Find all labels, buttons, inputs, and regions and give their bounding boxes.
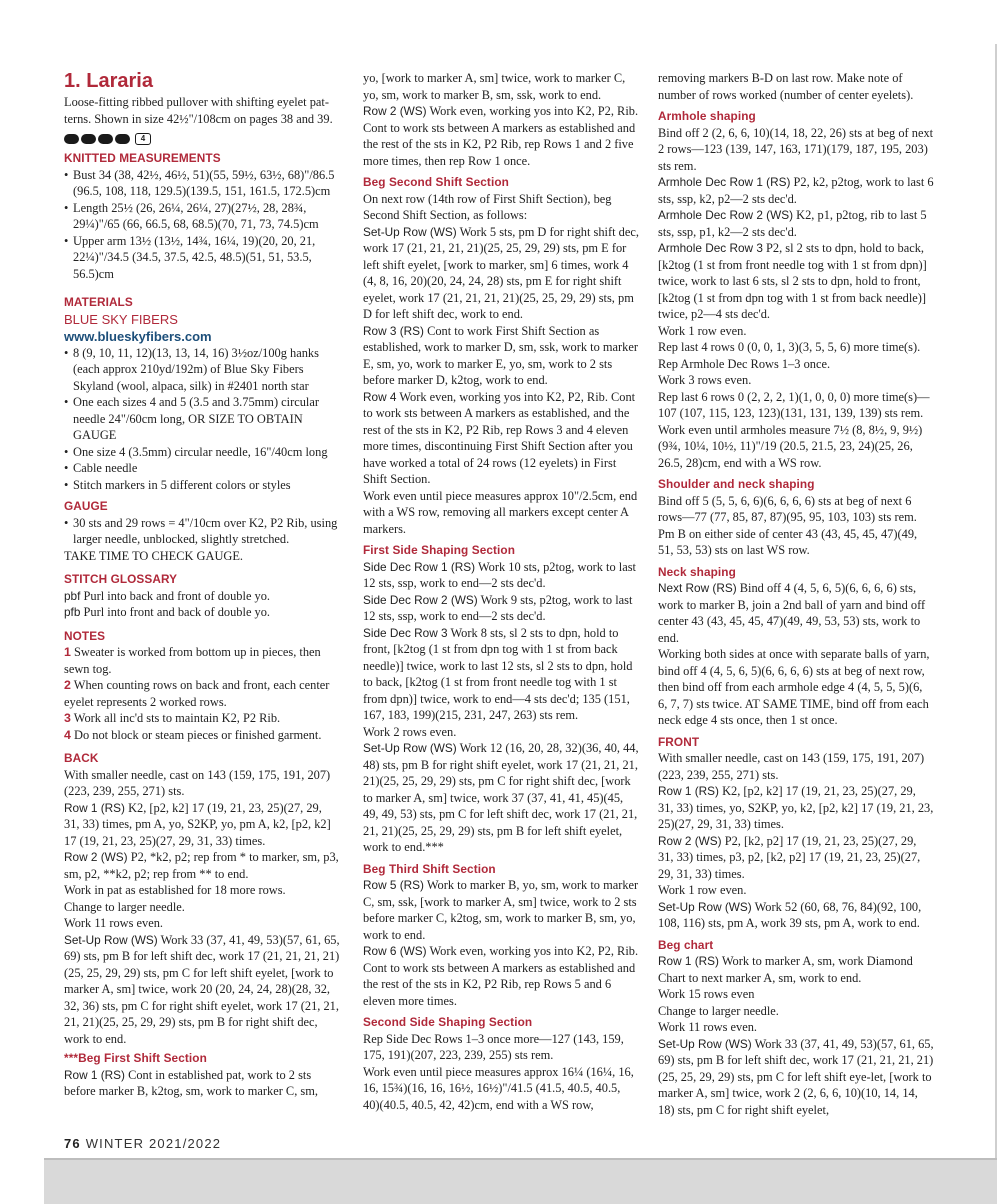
row-text: Work 52 (60, 68, 76, 84)(92, 100, 108, 116) sts, pm A, work 39 sts, pm A, work to end.	[658, 899, 922, 930]
note-number: 4	[64, 727, 71, 742]
row-label: Row 1 (RS)	[658, 954, 719, 968]
front-row-1	[658, 783, 934, 833]
front-heading: FRONT	[658, 734, 700, 749]
column-2	[363, 70, 639, 1113]
row-label: Row 1 (RS)	[64, 800, 125, 815]
row-label: Row 1 (RS)	[658, 784, 719, 798]
page-number: 76	[64, 1136, 81, 1151]
note-text: Do not block or steam pieces or finished garment.	[74, 727, 322, 742]
materials-list	[64, 345, 340, 494]
second-shift-setup	[363, 224, 639, 323]
second-shift-intro: On next row (14th row of First Shift Section), beg Second Shift Section, as follows:	[363, 191, 612, 222]
note-text: Work all inc'd sts to maintain K2, P2 Rib.	[73, 711, 281, 725]
note-number: 3	[64, 711, 71, 725]
note-text: Sweater is worked from bottom up in pieces, then sewn tog.	[64, 645, 321, 676]
measurements-list	[64, 167, 340, 283]
chart-setup-row	[658, 1036, 934, 1119]
pattern-title: 1. Lararia	[64, 70, 153, 92]
row-label: Set-Up Row (WS)	[64, 932, 158, 947]
chart-work-11: Work 11 rows even.	[658, 1020, 758, 1034]
list-item: • 8 (9, 10, 11, 12)(13, 13, 14, 16) 3½oz/100g hanks (each approx 210yd/192m) of Blue Sky Fibers Skyland (wool, alpaca, silk) in #2401 north star	[64, 345, 340, 395]
row-text: Work even, working yos into K2, P2, Rib. Cont to work sts between A markers as established, and the rest of the sts in K2, P2 Rib, rep Rows 3 and 4 eleven more times, discontinuing First Shift Section after you have worked a total of 24 rows (12 eyelets) in First Shift Section.	[363, 389, 636, 486]
list-item: • Upper arm 13½ (13½, 14¾, 16¼, 19)(20, 20, 21, 22¼)"/34.5 (34.5, 37.5, 42.5, 48.5)(51, 51, 53.5, 56.5)cm	[64, 233, 340, 283]
front-setup-row	[658, 899, 934, 932]
row-text: Work 5 sts, pm D for right shift dec, work 17 (21, 21, 21, 21)(25, 25, 29, 29) sts, pm E for left shift eyelet, [work to marker, sm] 6 times, work 4 (4, 8, 16, 20)(20, 24, 24, 28) sts, pm E for right shift eyelet, work 17 (21, 21, 21, 21)(25, 25, 29, 29) sts, pm D for left shift dec, work to end.	[363, 224, 639, 321]
armhole-dec-row-2	[658, 207, 934, 240]
row-text: P2, *k2, p2; rep from * to marker, sm, p3, sm, p2, **k2, p2; rep from ** to end.	[64, 850, 339, 881]
row-text: Work 10 sts, p2tog, work to last 12 sts, ssp, work to end—2 sts dec'd.	[363, 559, 636, 590]
back-setup-row	[64, 932, 340, 1048]
armhole-dec-row-3	[658, 240, 934, 323]
row-label: Side Dec Row 2 (WS)	[363, 592, 478, 607]
back-row-1	[64, 800, 340, 850]
row-text: P2, [k2, p2] 17 (19, 21, 23, 25)(27, 29, 31, 33) times, p3, p2, [k2, p2] 17 (19, 21, 23, 25)(27, 29, 31, 33) times.	[658, 833, 921, 881]
row-text: P2, sl 2 sts to dpn, hold to back, [k2tog (1 st from front needle tog with 1 st from dpn)] twice, work to last 6 sts, sl 2 sts to dpn, hold to front, [k2tog (1 st from dpn tog with 1 st from back needle)] twice, p2—4 sts dec'd.	[658, 241, 927, 321]
row-label: Side Dec Row 3	[363, 625, 448, 640]
row-text: K2, p1, p2tog, rib to last 5 sts, ssp, p1, k2—2 sts dec'd.	[658, 208, 927, 239]
row-label: Next Row (RS)	[658, 581, 737, 595]
row-label: Row 2 (WS)	[64, 850, 128, 864]
second-shift-row-4	[363, 389, 639, 488]
front-row-2	[658, 833, 934, 883]
first-shift-row-1	[64, 1067, 340, 1100]
row-text: Work 8 sts, sl 2 sts to dpn, hold to front, [k2tog (1 st from dpn tog with 1 st from back needle)] twice, work to last 12 sts, sl 2 sts to dpn, hold to back, [k2tog (1 st from front needle tog with 1 st from dpn)] twice, work to end—4 sts dec'd; 135 (151, 167, 183, 199)(215, 231, 247, 263) sts rem.	[363, 625, 633, 722]
note-item	[64, 677, 340, 710]
row-label: Armhole Dec Row 3	[658, 241, 763, 255]
row-text: Work to marker B, yo, sm, work to marker C, sm, ssk, [work to marker A, sm] twice, work to 2 sts before marker C, k2tog, sm, work to marker B, sm, yo, work to end.	[363, 878, 639, 942]
pattern-intro: Loose-fitting ribbed pullover with shifting eyelet pat-terns. Shown in size 42½"/108cm on pages 38 and 39.	[64, 95, 333, 126]
note-number: 1	[64, 645, 71, 659]
glossary-term: pfb	[64, 605, 81, 619]
row-text: Work 12 (16, 20, 28, 32)(36, 40, 44, 48) sts, pm B for right shift eyelet, work 17 (21, 21, 21, 21)(25, 25, 29, 29) sts, pm C for right shift dec, [work to marker A, sm] twice, work 37 (37, 41, 41, 45)(45, 49, 49, 53) sts, pm C for left shift dec, work 17 (21, 21, 21, 21)(25, 25, 29, 29) sts, pm B for left shift eyelet, work to end.***	[363, 741, 639, 854]
chart-heading: Beg chart	[658, 937, 714, 952]
armhole-rep-4: Rep last 4 rows 0 (0, 0, 1, 3)(3, 5, 5, 6) more time(s). Rep Armhole Dec Rows 1–3 once.	[658, 340, 921, 371]
armhole-bind-off: Bind off 2 (2, 6, 6, 10)(14, 18, 22, 26) sts at beg of next 2 rows—123 (139, 147, 163, 171)(179, 187, 195, 203) sts rem.	[658, 125, 934, 173]
second-side-repeat: Rep Side Dec Rows 1–3 once more—127 (143, 159, 175, 191)(207, 223, 239, 255) sts rem.	[363, 1031, 624, 1062]
first-shift-heading: ***Beg First Shift Section	[64, 1051, 207, 1065]
row-text: Work 9 sts, p2tog, work to last 12 sts, ssp, work to end—2 sts dec'd.	[363, 592, 633, 623]
row-text: Work even, working yos into K2, P2, Rib. Cont to work sts between A markers as established and the rest of the sts in K2, P2 Rib, rep Rows 1 and 2 five more times, then rep Row 1 once.	[363, 104, 639, 168]
gauge-note: TAKE TIME TO CHECK GAUGE.	[64, 548, 244, 563]
third-shift-row-5	[363, 877, 639, 943]
second-shift-heading: Beg Second Shift Section	[363, 175, 509, 189]
brand-name: BLUE SKY FIBERS	[64, 311, 178, 327]
second-side-heading: Second Side Shaping Section	[363, 1015, 533, 1029]
list-item: • 30 sts and 29 rows = 4"/10cm over K2, P2 Rib, using larger needle, unblocked, slightly stretched.	[64, 515, 340, 548]
side-dec-row-1	[363, 559, 639, 592]
front-cast-on: With smaller needle, cast on 143 (159, 175, 191, 207)(223, 239, 255, 271) sts.	[658, 751, 925, 782]
front-work-1: Work 1 row even.	[658, 883, 747, 897]
row-label: Row 1 (RS)	[64, 1067, 125, 1082]
note-text: When counting rows on back and front, each center eyelet represents 2 worked rows.	[64, 678, 330, 709]
list-item: • Cable needle	[64, 460, 340, 477]
third-shift-row-6	[363, 943, 639, 1009]
second-shift-work-even: Work even until piece measures approx 10"/2.5cm, end with a WS row, removing all markers except center A markers.	[363, 488, 638, 536]
notes-heading: NOTES	[64, 628, 106, 643]
row-text: P2, k2, p2tog, work to last 6 sts, ssp, k2, p2—2 sts dec'd.	[658, 175, 934, 206]
back-work-pattern: Work in pat as established for 18 more rows.	[64, 883, 286, 897]
row-text: Bind off 4 (4, 5, 6, 5)(6, 6, 6, 6) sts, work to marker B, join a 2nd ball of yarn and bind off center 43 (43, 45, 45, 47)(49, 49, 53, 53) sts, work to end.	[658, 581, 926, 645]
back-heading: BACK	[64, 751, 99, 765]
row-1-continued: yo, [work to marker A, sm] twice, work to marker C, yo, sm, work to marker B, sm, ssk, work to end.	[363, 71, 626, 102]
side-dec-row-2	[363, 592, 639, 625]
skill-bar-4	[115, 134, 130, 144]
row-label: Set-Up Row (WS)	[658, 899, 752, 914]
row-text: Work even, working yos into K2, P2, Rib. Cont to work sts between A markers as established and the rest of the sts in K2, P2 Rib, rep Rows 5 and 6 eleven more times.	[363, 944, 639, 1008]
gauge-list	[64, 515, 340, 548]
second-shift-row-3	[363, 323, 639, 389]
note-item	[64, 644, 340, 677]
work-2-rows: Work 2 rows even.	[363, 724, 457, 739]
list-item: • Bust 34 (38, 42½, 46½, 51)(55, 59½, 63½, 68)"/86.5 (96.5, 108, 118, 129.5)(139.5, 151, 161.5, 172.5)cm	[64, 167, 340, 200]
row-text: K2, [p2, k2] 17 (19, 21, 23, 25)(27, 29, 31, 33) times, yo, S2KP, yo, k2, [p2, k2] 17 (19, 21, 23, 25)(27, 29, 31, 33) times.	[658, 784, 934, 831]
row-text: Cont in established pat, work to 2 sts before marker B, k2tog, sm, work to marker C, sm,	[64, 1067, 318, 1098]
skill-bar-3	[98, 134, 113, 144]
back-row-2	[64, 849, 340, 882]
third-shift-heading: Beg Third Shift Section	[363, 861, 496, 876]
first-side-heading: First Side Shaping Section	[363, 543, 516, 557]
continued-text: removing markers B-D on last row. Make note of number of rows worked (number of center eyelets).	[658, 71, 914, 102]
glossary-definition: Purl into front and back of double yo.	[83, 605, 271, 619]
back-work-even: Work 11 rows even.	[64, 916, 164, 930]
list-item: • Length 25½ (26, 26¼, 26¼, 27)(27½, 28, 28¾, 29¼)"/65 (66, 66.5, 68, 68.5)(70, 71, 73, 74.5)cm	[64, 200, 340, 233]
shoulder-bind-off: Bind off 5 (5, 5, 6, 6)(6, 6, 6, 6) sts at beg of next 6 rows—77 (77, 85, 87, 87)(95, 95, 103, 103) sts rem. Pm B on either side of center 43 (43, 45, 45, 47)(49, 51, 53, 53) sts on last WS row.	[658, 493, 918, 557]
row-label: Armhole Dec Row 2 (WS)	[658, 208, 794, 222]
skill-bar-1	[64, 134, 79, 144]
row-label: Set-Up Row (WS)	[363, 224, 457, 239]
glossary-item	[64, 588, 340, 605]
row-label: Armhole Dec Row 1 (RS)	[658, 175, 791, 189]
second-side-work-even: Work even until piece measures approx 16¼ (16¼, 16, 16, 15¾)(16, 16, 16½, 16½)"/41.5 (41.5, 40.5, 40.5, 40)(40.5, 40.5, 42, 42)cm, end with a WS row,	[363, 1064, 634, 1112]
chart-row-1	[658, 953, 934, 986]
page-footer	[64, 1136, 221, 1151]
issue-label: WINTER 2021/2022	[85, 1136, 222, 1151]
row-label: Row 4	[363, 389, 397, 404]
row-label: Set-Up Row (WS)	[363, 741, 457, 755]
row-label: Row 2 (WS)	[363, 104, 427, 118]
note-item	[64, 710, 340, 727]
skill-level-badge: 4	[135, 133, 151, 145]
list-item: • One size 4 (3.5mm) circular needle, 16"/40cm long	[64, 444, 340, 461]
row-label: Row 6 (WS)	[363, 944, 427, 958]
note-item	[64, 727, 340, 744]
glossary-item	[64, 604, 340, 621]
armhole-work-3: Work 3 rows even.	[658, 373, 752, 387]
skill-level-icon	[64, 133, 340, 145]
brand-url: www.blueskyfibers.com	[64, 328, 212, 344]
column-3	[658, 70, 934, 1118]
armhole-heading: Armhole shaping	[658, 109, 756, 123]
column-1	[64, 70, 340, 1100]
gauge-heading: GAUGE	[64, 499, 108, 513]
back-change-needle: Change to larger needle.	[64, 899, 185, 914]
glossary-heading: STITCH GLOSSARY	[64, 572, 178, 586]
page-bottom-border	[44, 1158, 997, 1160]
back-cast-on: With smaller needle, cast on 143 (159, 175, 191, 207)(223, 239, 255, 271) sts.	[64, 767, 331, 798]
setup-row-2	[363, 740, 639, 856]
row-text: Cont to work First Shift Section as established, work to marker D, sm, ssk, work to marker E, sm, yo, work to marker E, yo, sm, work to 2 sts before marker D, k2tog, work to end.	[363, 323, 638, 387]
list-item: • Stitch markers in 5 different colors or styles	[64, 477, 340, 494]
row-label: Row 3 (RS)	[363, 323, 424, 338]
chart-change-needle: Change to larger needle.	[658, 1003, 779, 1018]
row-text: Work 33 (37, 41, 49, 53)(57, 61, 65, 69) sts, pm B for left shift dec, work 17 (21, 21, 21, 21)(25, 25, 29, 29) sts, pm C for left shift eye-let, [work to marker A, sm] twice, work 2 (2, 6, 6, 10)(10, 14, 14, 18) sts, pm C for right shift eyelet,	[658, 1036, 934, 1117]
row-text: K2, [p2, k2] 17 (19, 21, 23, 25)(27, 29, 31, 33) times, pm A, yo, S2KP, yo, pm A, k2, [p2, k2] 17 (19, 21, 23, 25)(27, 29, 31, 33) times.	[64, 800, 331, 848]
shoulder-heading: Shoulder and neck shaping	[658, 477, 815, 491]
row-text: Work 33 (37, 41, 49, 53)(57, 61, 65, 69) sts, pm B for left shift dec, work 17 (21, 21, 21, 21)(25, 25, 29, 29) sts, pm C for left shift eyelet, [work to marker A, sm] twice, work 20 (20, 24, 24, 28)(28, 32, 32, 36) sts, pm C for right shift eyelet, work 17 (21, 21, 21, 21)(25, 25, 29, 29) sts, pm B for right shift dec, work to end.	[64, 932, 340, 1046]
armhole-rep-6: Rep last 6 rows 0 (2, 2, 2, 1)(1, 0, 0, 0) more time(s)—107 (107, 115, 123, 123)(131, 131, 139, 139) sts rem.	[658, 389, 930, 420]
neck-next-row	[658, 580, 934, 646]
armhole-dec-row-1	[658, 174, 934, 207]
neck-heading: Neck shaping	[658, 564, 736, 579]
row-2	[363, 103, 639, 169]
chart-work-15: Work 15 rows even	[658, 987, 755, 1001]
row-label: Side Dec Row 1 (RS)	[363, 559, 476, 574]
armhole-work-1: Work 1 row even.	[658, 323, 747, 338]
side-dec-row-3	[363, 625, 639, 724]
page-edge-bottom	[44, 1158, 997, 1204]
neck-both-sides: Working both sides at once with separate balls of yarn, bind off 4 (4, 5, 6, 5)(6, 6, 6, 6) sts at beg of next row, then bind off from each armhole edge 4 (4, 5, 5, 5)(6, 6, 7, 7) sts twice. AT SAME TIME, bind off from each neck edge 4 sts once, then 1 st once.	[658, 647, 930, 727]
row-label: Set-Up Row (WS)	[658, 1036, 752, 1051]
armhole-work-even: Work even until armholes measure 7½ (8, 8½, 9, 9½)(9¾, 10¼, 10½, 11)"/19 (20.5, 21.5, 23, 24)(25, 26, 26.5, 28)cm, end with a WS row.	[658, 422, 923, 470]
note-number: 2	[64, 678, 71, 692]
list-item: • One each sizes 4 and 5 (3.5 and 3.75mm) circular needle 24"/60cm long, OR SIZE TO OBTAIN GAUGE	[64, 394, 340, 444]
skill-bar-2	[81, 134, 96, 144]
row-label: Row 2 (WS)	[658, 833, 722, 848]
row-text: Work to marker A, sm, work Diamond Chart to next marker A, sm, work to end.	[658, 954, 913, 985]
glossary-definition: Purl into back and front of double yo.	[83, 588, 271, 603]
row-label: Row 5 (RS)	[363, 878, 424, 892]
materials-heading: MATERIALS	[64, 295, 133, 309]
measurements-heading: KNITTED MEASUREMENTS	[64, 151, 221, 165]
glossary-term: pbf	[64, 588, 81, 603]
